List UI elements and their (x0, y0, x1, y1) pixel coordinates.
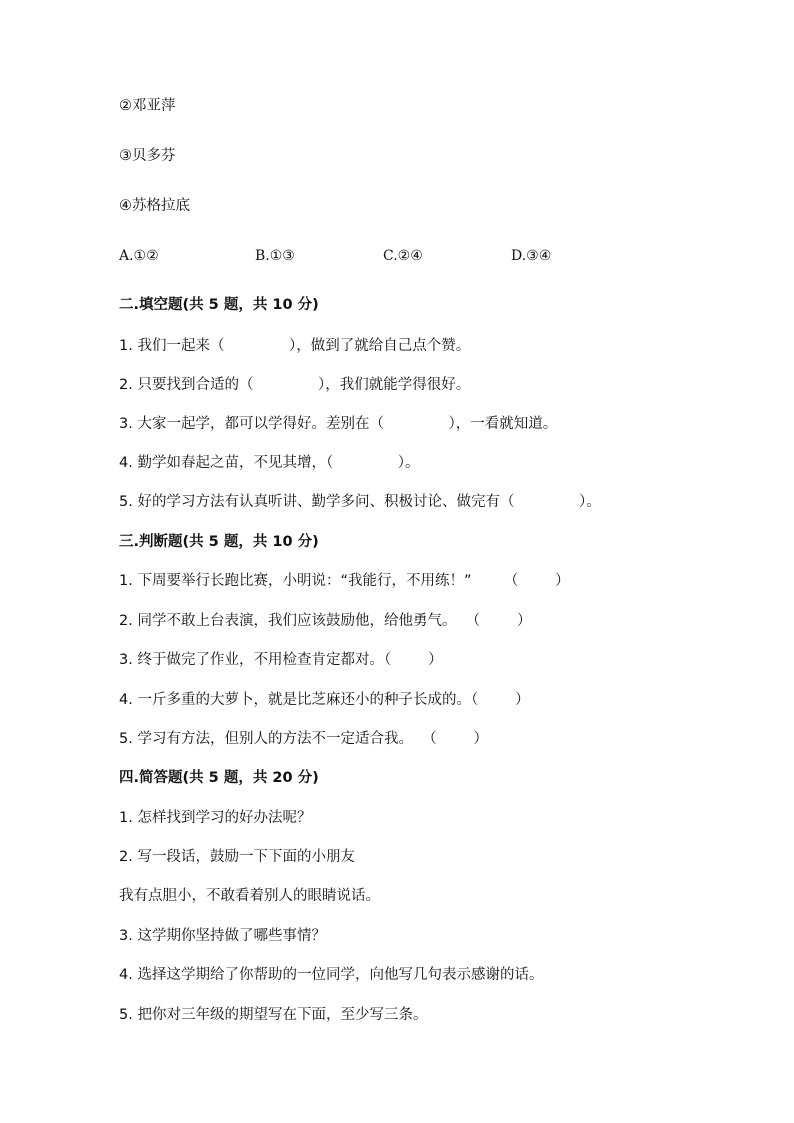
short-question-3: 3. 这学期你坚持做了哪些事情？ (119, 928, 326, 944)
short-question-1: 1. 怎样找到学习的好办法呢？ (119, 810, 312, 826)
judge-question-2: 2. 同学不敢上台表演，我们应该鼓励他，给他勇气。 （ ） (119, 613, 532, 629)
section-heading-fill-in: 二.填空题(共 5 题，共 10 分) (119, 297, 319, 313)
judge-question-5: 5. 学习有方法，但别人的方法不一定适合我。 （ ） (119, 731, 489, 747)
fill-question-1: 1. 我们一起来（ ），做到了就给自己点个赞。 (119, 338, 471, 354)
judge-question-4: 4. 一斤多重的大萝卜，就是比芝麻还小的种子长成的。（ ） (119, 692, 530, 708)
short-question-2-prompt: 我有点胆小，不敢看着别人的眼睛说话。 (119, 888, 380, 904)
answer-options-row (0, 246, 794, 266)
choice-item-2: ②邓亚萍 (119, 98, 176, 114)
judge-question-3: 3. 终于做完了作业，不用检查肯定都对。（ ） (119, 652, 443, 668)
fill-question-5: 5. 好的学习方法有认真听讲、勤学多问、积极讨论、做完有（ ）。 (119, 494, 601, 510)
option-b: B.①③ (255, 248, 295, 264)
option-d: D.③④ (511, 248, 552, 264)
option-c: C.②④ (383, 248, 423, 264)
fill-question-3: 3. 大家一起学，都可以学得好。差别在（ ），一看就知道。 (119, 416, 558, 432)
section-heading-judge: 三.判断题(共 5 题，共 10 分) (119, 534, 319, 550)
judge-question-1: 1. 下周要举行长跑比赛，小明说：“我能行，不用练！” （ ） (119, 573, 570, 589)
fill-question-2: 2. 只要找到合适的（ ），我们就能学得很好。 (119, 377, 471, 393)
choice-item-3: ③贝多芬 (119, 148, 176, 164)
short-question-5: 5. 把你对三年级的期望写在下面，至少写三条。 (119, 1007, 428, 1023)
section-heading-short-answer: 四.简答题(共 5 题，共 20 分) (119, 770, 319, 786)
fill-question-4: 4. 勤学如春起之苗，不见其增，（ ）。 (119, 455, 420, 471)
short-question-4: 4. 选择这学期给了你帮助的一位同学，向他写几句表示感谢的话。 (119, 967, 544, 983)
choice-item-4: ④苏格拉底 (119, 198, 190, 214)
short-question-2: 2. 写一段话，鼓励一下下面的小朋友 (119, 849, 355, 865)
option-a: A.①② (119, 248, 159, 264)
